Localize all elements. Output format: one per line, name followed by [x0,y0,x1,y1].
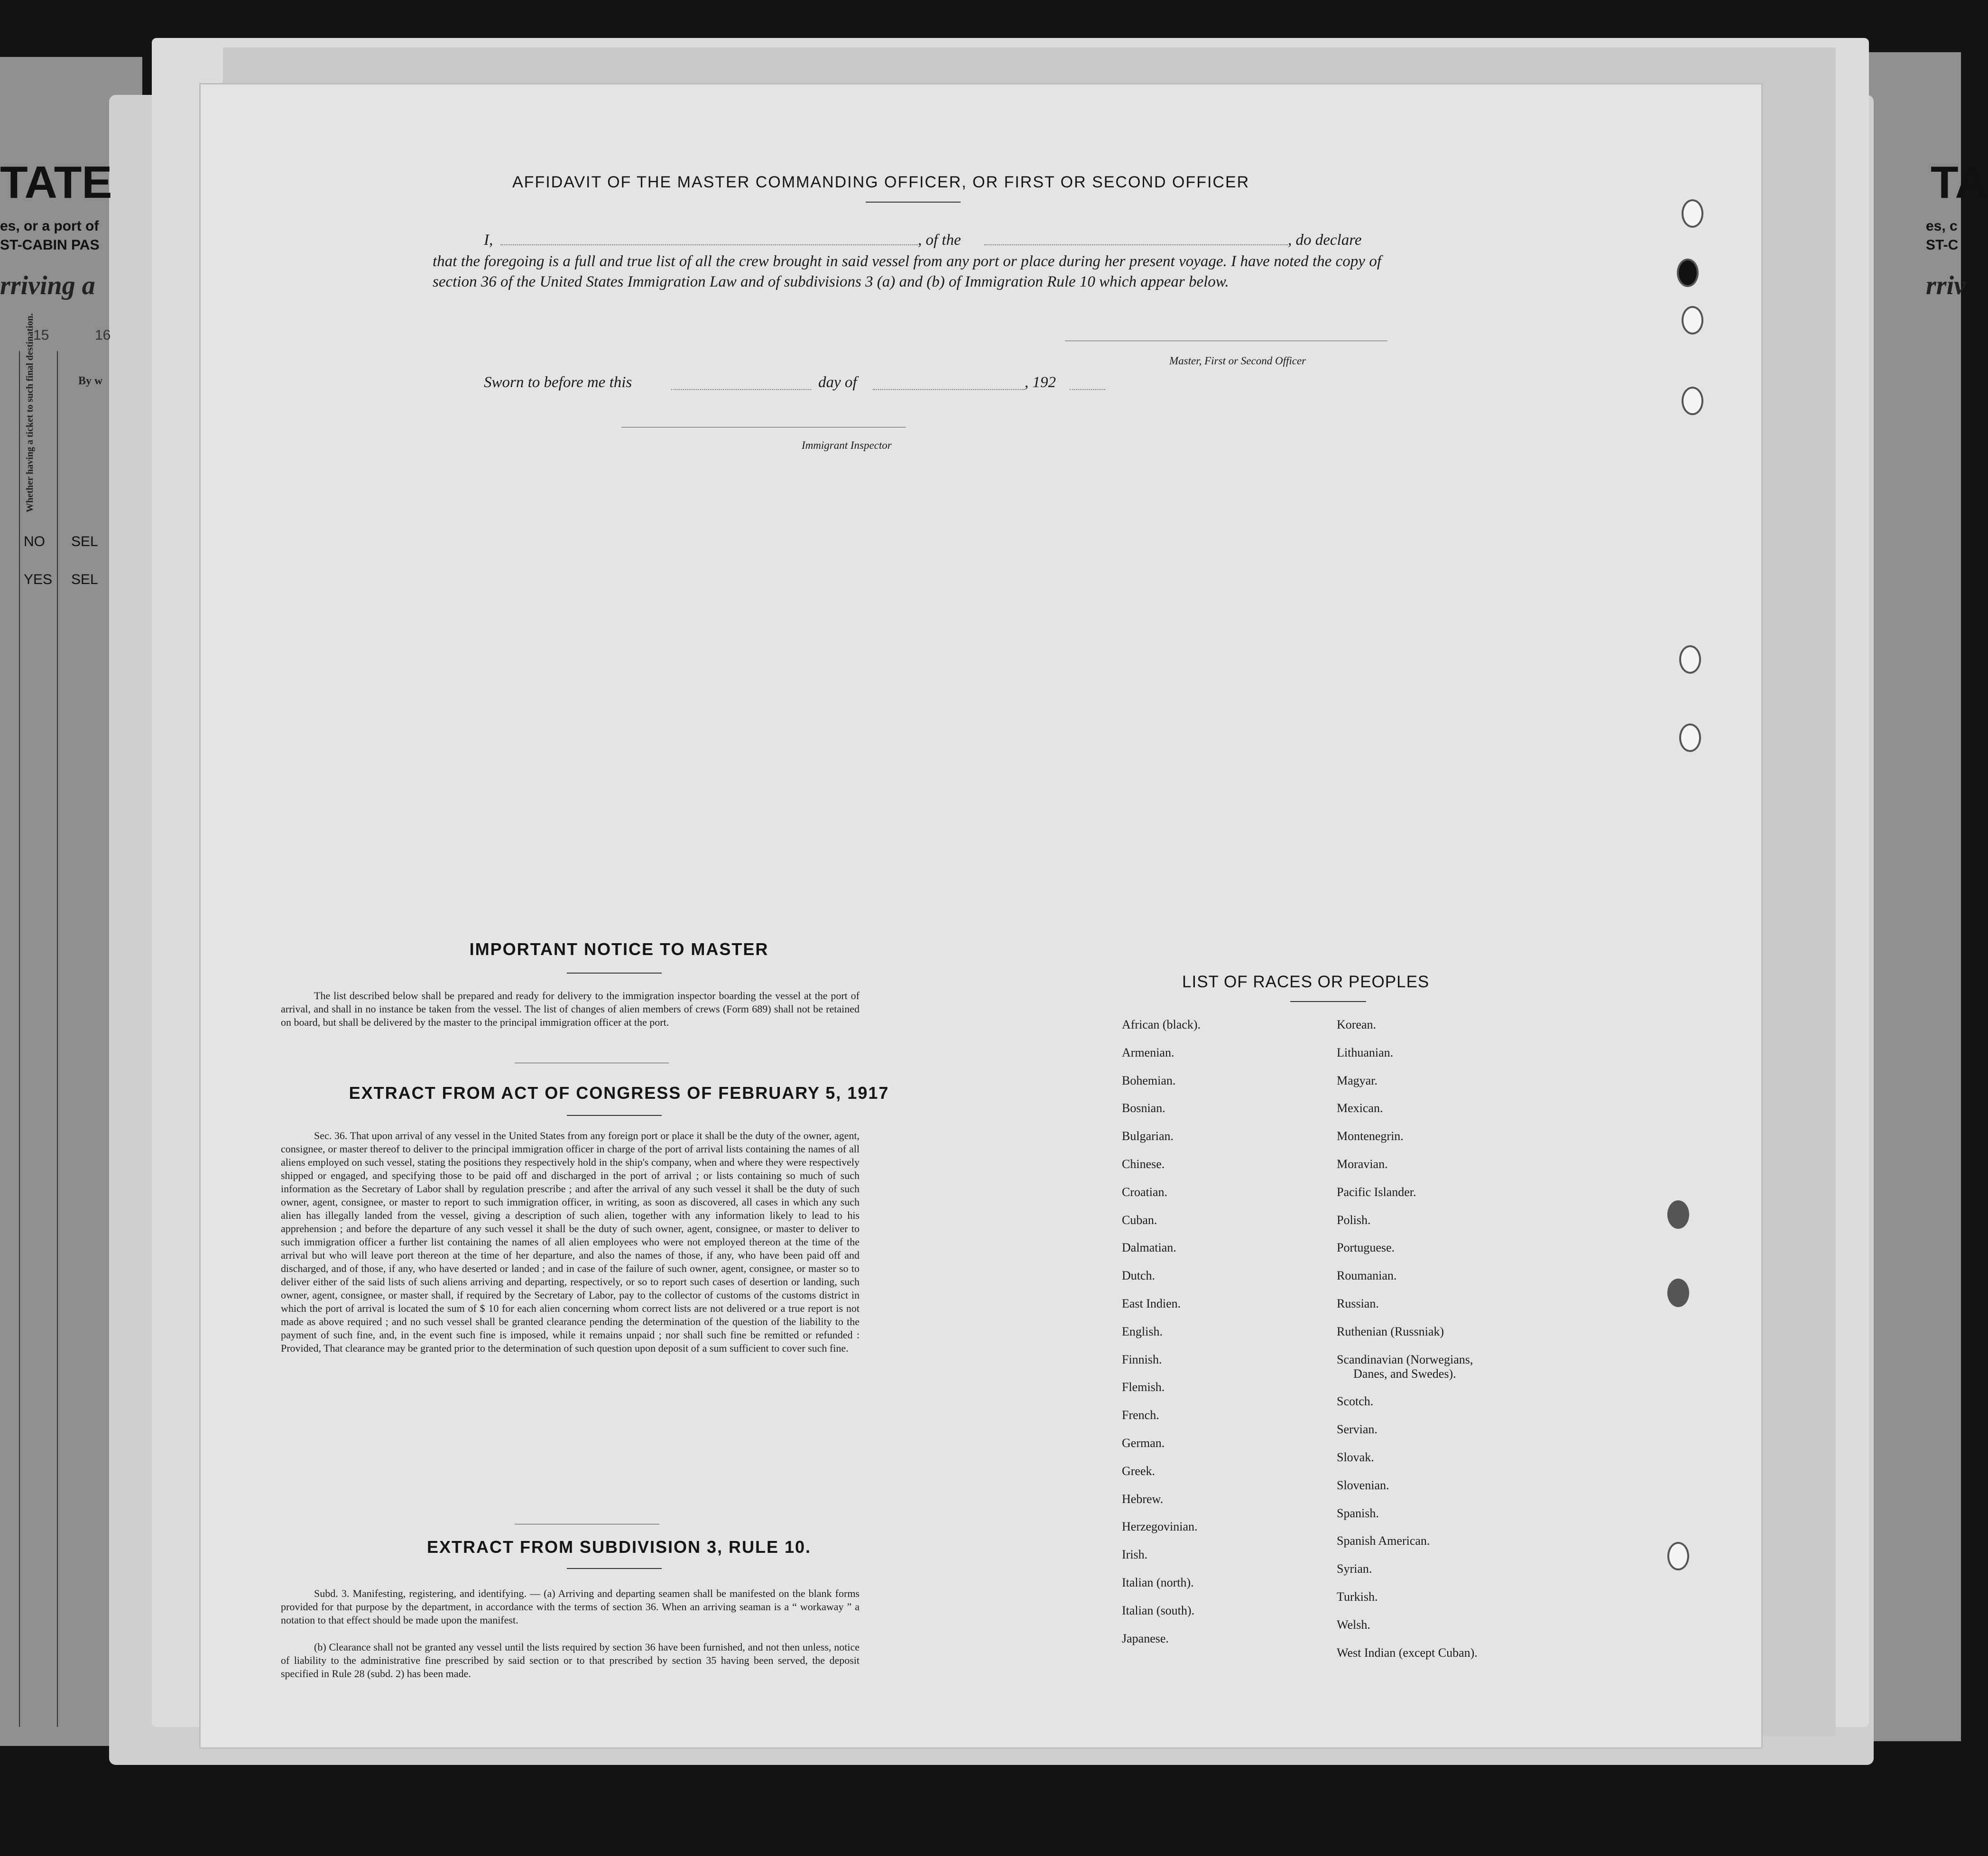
affidavit-title: AFFIDAVIT OF THE MASTER COMMANDING OFFICER, OR FIRST OR SECOND OFFICER [512,173,1250,191]
race-item: Cuban. [1122,1213,1157,1227]
left-column-rule [19,351,20,1727]
notice-rule [567,973,662,974]
left-entry-fragment: SEL [71,572,98,587]
race-item: Welsh. [1337,1617,1370,1632]
left-column-rule [57,351,58,1727]
race-item: Armenian. [1122,1045,1174,1059]
right-sheet-subline: ST-C [1926,237,1959,253]
race-item: Magyar. [1337,1073,1378,1087]
race-item: Ruthenian (Russniak) [1337,1324,1444,1338]
race-item: Japanese. [1122,1631,1169,1645]
inspector-label: Immigrant Inspector [802,439,892,451]
punch-hole [1667,1542,1689,1570]
right-sheet-title: TA [1931,157,1988,208]
punch-hole [1677,259,1699,287]
race-item: Turkish. [1337,1590,1378,1604]
race-item: German. [1122,1436,1165,1450]
right-sheet-arriving: rriv [1926,271,1966,300]
left-entry-yes: YES [24,572,53,587]
name-blank[interactable] [500,244,918,245]
left-sheet-subline: ST-CABIN PAS [0,237,100,253]
race-item: Spanish American. [1337,1534,1430,1548]
race-item: Bulgarian. [1122,1129,1174,1143]
race-item: Danes, and Swedes). [1353,1366,1456,1381]
left-column-number: 15 [33,327,49,343]
act-extract-heading: EXTRACT FROM ACT OF CONGRESS OF FEBRUARY 5, 1917 [349,1083,889,1103]
rule-extract-para-a: Subd. 3. Manifesting, registering, and identifying. — (a) Arriving and departing seamen shall be manifested on the blank forms provided for that purpose by the department, in accordance with the terms of section 36. When an arriving seaman is a “ workaway ” a notation to that effect should be made upon the manifest. [281,1587,860,1626]
race-item: Herzegovinian. [1122,1520,1198,1534]
race-item: Moravian. [1337,1157,1388,1171]
sworn-day-blank[interactable] [671,389,811,390]
day-of-text: day of [818,374,857,391]
title-rule [866,202,961,203]
left-sheet-arriving: rriving a [0,271,95,300]
race-item: Polish. [1337,1213,1371,1227]
race-item: Dalmatian. [1122,1241,1176,1255]
right-sheet-subline: es, c [1926,218,1958,234]
punch-hole [1679,724,1701,752]
race-item: Croatian. [1122,1185,1168,1199]
race-item: Italian (north). [1122,1576,1194,1589]
punch-hole [1682,387,1703,415]
affidavit-body: that the foregoing is a full and true list of all the crew brought in said vessel from any port or place during her present voyage. I have noted the copy of section 36 of the United States Immigration Law and of subdivisions 3 (a) and (b) of Immigration Rule 10 which appear below. [433,253,1381,290]
vessel-blank[interactable] [984,244,1288,245]
left-entry-no: NO [24,534,45,549]
race-item: Syrian. [1337,1562,1372,1576]
rule-extract-heading: EXTRACT FROM SUBDIVISION 3, RULE 10. [426,1537,812,1557]
race-item: Finnish. [1122,1352,1162,1366]
race-item: Servian. [1337,1422,1378,1437]
left-sheet-subline: es, or a port of [0,218,99,234]
race-item: Pacific Islander. [1337,1185,1416,1199]
punch-hole [1667,1200,1689,1229]
affidavit-declare: , do declare [1288,232,1362,249]
punch-hole [1682,306,1703,334]
notice-heading: IMPORTANT NOTICE TO MASTER [469,939,769,959]
race-item: Dutch. [1122,1269,1156,1283]
act-extract-text: Sec. 36. That upon arrival of any vessel in the United States from any foreign port or place it shall be the duty of the owner, agent, consignee, or master thereof to deliver to the principal immigration officer in charge of the port of arrival lists containing the names of all aliens employed on such vessel, stating the positions they respectively hold in the ship's company, when and where they were respectively shipped or engaged, and specifying those to be paid off and discharged in the port of arrival ; or lists containing so much of such information as the Secretary of Labor shall by regulation prescribe ; and after the arrival of any such vessel it shall be the duty of such owner, agent, consignee, or master to report to such immigration officer, in writing, as soon as discovered, all cases in which any such alien has illegally landed from the vessel, giving a description of such alien, together with any information likely to lead to his apprehension ; and before the departure of any such vessel it shall be the duty of such owner, agent, consignee, or master to deliver to such immigration officer a further list containing the names of all alien employees who were not employed thereon at the time of the arrival but who will leave port thereon at the time of her departure, and also the names of those, if any, who have been paid off and discharged, and of those, if any, who have deserted or landed ; and in case of the failure of such owner, agent, consignee, or master so to deliver either of the said lists of such aliens arriving and departing, respectively, or so to report such cases of desertion or landing, such owner, agent, consignee, or master shall, if required by the Secretary of Labor, pay to the collector of customs of the customs district in which the port of arrival is located the sum of $ 10 for each alien concerning whom correct lists are not delivered or a true report is not made as above required ; and no such vessel shall be granted clearance pending the determination of the question of the liability to the payment of such fine, and, in the event such fine is imposed, while it remains unpaid ; nor shall such fine be remitted or refunded : Provided, That clearance may be granted prior to the determination of such question upon deposit of a sum sufficient to cover such fine. [281,1130,860,1354]
punch-hole [1679,645,1701,674]
race-item: French. [1122,1408,1159,1422]
left-sheet-title: TATE [0,157,112,208]
sworn-month-blank[interactable] [873,389,1025,390]
race-item: Spanish. [1337,1506,1379,1520]
race-item: Mexican. [1337,1101,1383,1115]
race-item: Italian (south). [1122,1603,1195,1617]
punch-hole [1682,199,1703,228]
race-item: Roumanian. [1337,1269,1397,1283]
race-item: Lithuanian. [1337,1045,1394,1059]
left-column-number: 16 [95,327,111,343]
sworn-year-blank[interactable] [1070,389,1105,390]
race-item: English. [1122,1324,1163,1338]
races-rule [1290,1001,1366,1002]
punch-hole [1667,1279,1689,1307]
race-item: East Indien. [1122,1297,1181,1310]
master-signature-label: Master, First or Second Officer [1169,355,1306,367]
race-item: Flemish. [1122,1380,1165,1394]
race-item: Montenegrin. [1337,1129,1404,1143]
sworn-text: Sworn to before me this [484,374,632,391]
act-rule [567,1115,662,1116]
race-item: Scandinavian (Norwegians, [1337,1352,1473,1366]
left-column-fragment: By w [78,375,103,387]
race-item: Bosnian. [1122,1101,1165,1115]
race-item: Irish. [1122,1548,1148,1562]
rule-extract-para-b: (b) Clearance shall not be granted any vessel until the lists required by section 36 have been furnished, and not then unless, notice of liability to the administrative fine prescribed by said section or to that prescribed by section 35 having been served, the deposit specified in Rule 28 (subd. 2) has been made. [281,1641,860,1680]
left-column-header: Whether having a ticket to such final destination. [25,313,35,512]
affidavit-i: I, [484,232,493,249]
race-item: Slovak. [1337,1450,1374,1464]
race-item: Korean. [1337,1018,1377,1031]
rule-rule [567,1568,662,1569]
form-page [199,83,1763,1749]
left-entry-fragment: SEL [71,534,98,549]
race-item: Russian. [1337,1297,1379,1310]
race-item: Greek. [1122,1464,1156,1478]
race-item: Chinese. [1122,1157,1165,1171]
race-item: Slovenian. [1337,1478,1389,1492]
year-text: , 192 [1025,374,1056,391]
race-item: African (black). [1122,1018,1201,1031]
race-item: Portuguese. [1337,1241,1395,1255]
affidavit-of-the: , of the [918,232,961,249]
race-item: Hebrew. [1122,1492,1164,1506]
race-item: Bohemian. [1122,1073,1176,1087]
races-heading: LIST OF RACES OR PEOPLES [1182,973,1430,991]
race-item: West Indian (except Cuban). [1337,1645,1478,1660]
race-item: Scotch. [1337,1394,1374,1409]
notice-text: The list described below shall be prepared and ready for delivery to the immigration inspector boarding the vessel at the port of arrival, and shall in no instance be taken from the vessel. The list of changes of alien members of crews (Form 689) shall not be retained on board, but shall be delivered by the master to the principal immigration officer at the port. [281,990,860,1028]
